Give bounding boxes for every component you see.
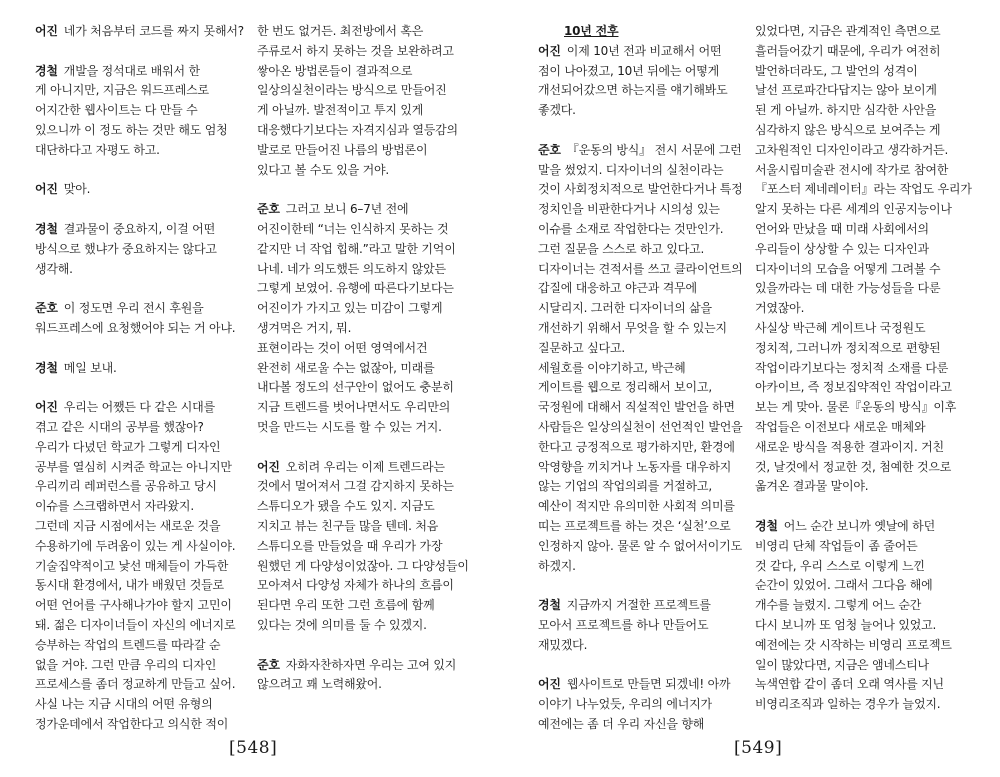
dialogue-paragraph (35, 359, 257, 379)
right-page-column-1-body (538, 42, 760, 735)
speech-text: 『운동의 방식』 전시 서문에 그런 말을 썼었지. 디자이너의 실천이라는 것이 사회정치적으로 발언한다거나 특정 정치인을 비판한다거나 시의성 있는 이슈를 소재로 작업한다는 것만인가. 그런 질문을 스스로 하고 있다고. 디자이너는 견적서를 쓰고 클라이언트의 갑질에 대응하고 야근과 격무에 시달리지. 그러한 디자이너의 삶을 개선하기 위해서 무엇을 할 수 있는지 질문하고 싶다고. (538, 142, 743, 355)
speaker-name: 경철 (755, 518, 778, 533)
speech-text: 그러고 보니 6–7년 전에 어진이한테 “너는 인식하지 못하는 것 같지만 너 작업 힙해.”라고 말한 기억이 나네. 네가 의도했든 의도하지 않았든 그렇게 보였어. 유행에 따른다기보다는 어진이가 가지고 있는 미감이 그렇게 생겨먹은 거지, 뭐. (257, 202, 456, 335)
dialogue-paragraph (35, 22, 257, 42)
speaker-name: 어진 (35, 400, 58, 415)
dialogue-paragraph (257, 339, 479, 438)
dialogue-paragraph (755, 319, 977, 497)
speaker-name: 준호 (257, 657, 280, 672)
page-number-right: [549] (734, 738, 783, 758)
speaker-name: 경철 (35, 63, 58, 78)
right-page-column-2 (755, 22, 977, 735)
dialogue-paragraph (35, 62, 257, 161)
dialogue-paragraph (538, 675, 760, 734)
speaker-name: 경철 (538, 598, 561, 613)
speech-text: 네가 처음부터 코드를 짜지 못해서? (63, 24, 244, 38)
speaker-name: 어진 (257, 459, 280, 474)
speech-text: 이 정도면 우리 전시 후원을 워드프레스에 요청했어야 되는 거 아냐. (35, 301, 236, 335)
speech-text: 표현이라는 것이 어떤 영역에서건 완전히 새로울 수는 없잖아, 미래를 내다볼 정도의 선구안이 없어도 충분히 지금 트렌드를 벗어나면서도 우리만의 멋을 만드는 시도를 할 수 있는 거지. (257, 340, 454, 434)
dialogue-paragraph (538, 359, 760, 577)
speech-text: 메일 보내. (63, 360, 117, 375)
dialogue-paragraph (257, 656, 479, 696)
dialogue-paragraph (257, 22, 479, 180)
speaker-name: 준호 (257, 202, 280, 217)
speaker-name: 경철 (35, 221, 58, 236)
speech-text: 지금까지 거절한 프로젝트를 모아서 프로젝트를 하나 만들어도 재밌겠다. (538, 598, 711, 652)
speaker-name: 준호 (35, 301, 58, 316)
speech-text: 세월호를 이야기하고, 박근혜 게이트를 웹으로 정리해서 보이고, 국정원에 대해서 직설적인 발언을 하면 사람들은 일상의실천이 선언적인 발언을 한다고 긍정적으로 평가하지만, 환경에 악영향을 끼치거나 노동자를 대우하지 않는 기업의 작업의뢰를 거절하고, 예산이 적지만 유의미한 사회적 의미를 띠는 프로젝트를 하는 것은 ‘실천’으로 인정하지 않아. 물론 알 수 없어서이기도 하겠지. (538, 360, 743, 573)
dialogue-paragraph (755, 517, 977, 715)
speech-text: 우리는 어쨌든 다 같은 시대를 겪고 같은 시대의 공부를 했잖아? 우리가 다녔던 학교가 그렇게 디자인 공부를 열심히 시켜준 학교는 아니지만 우리끼리 레퍼런스를 공유하고 당시 이슈를 스크랩하면서 자라왔지. 그런데 지금 시점에서는 새로운 것을 수용하기에 두려움이 있는 게 사실이야. 기술집약적이고 낯선 매체들이 가득한 동시대 환경에서, 내가 배웠던 것들로 어떤 언어를 구사해나가야 할지 고민이 돼. 젊은 디자이너들이 자신의 에너지로 승부하는 작업의 트렌드를 따라갈 순 없을 거야. 그런 만큼 우리의 디자인 프로세스를 좀더 정교하게 만들고 싶어. 사실 나는 지금 시대의 어떤 유형의 정가운데에서 작업한다고 의식한 적이 (35, 400, 236, 731)
right-page-column-1 (538, 22, 760, 754)
speech-text: 오히려 우리는 이제 트렌드라는 것에서 멀어져서 그걸 감지하지 못하는 스튜디오가 됐을 수도 있지. 지금도 지치고 뷰는 친구들 많을 텐데. 처음 스튜디오를 만들었을 때 우리가 가장 원했던 게 다양성이었잖아. 그 다양성들이 모아져서 다양성 자체가 하나의 흐름이 된다면 우리 또한 그런 흐름에 함께 있다는 것에 의미를 둘 수 있겠지. (257, 459, 469, 632)
speaker-name: 어진 (538, 677, 561, 692)
dialogue-paragraph (35, 398, 257, 735)
speaker-name: 준호 (538, 142, 561, 157)
left-page-column-2 (257, 22, 479, 715)
speech-text: 한 번도 없거든. 최전방에서 혹은 주류로서 하지 못하는 것을 보완하려고 쌓아온 방법론들이 결과적으로 일상의실천이라는 방식으로 만들어진 게 아닐까. 발전적이고 투지 있게 대응했다기보다는 자격지심과 열등감의 발로로 만들어진 나름의 방법론이 있다고 볼 수도 있을 거야. (257, 24, 458, 177)
speech-text: 있었다면, 지금은 관계적인 측면으로 흘러들어갔기 때문에, 우리가 여전히 발언하더라도, 그 발언의 성격이 날선 프로파간다답지는 않아 보이게 된 게 아닐까. 하지만 심각한 사안을 심각하지 않은 방식으로 보여주는 게 고차원적인 디자인이라고 생각하거든. 서울시립미술관 전시에 작가로 참여한 『포스터 제네레이터』라는 작업도 우리가 알지 못하는 다른 세계의 인공지능이나 언어와 만났을 때 미래 사회에서의 우리들이 상상할 수 있는 디자인과 디자이너의 모습을 어떻게 그려볼 수 있을까라는 데 대한 가능성들을 다룬 거였잖아. (755, 24, 972, 316)
dialogue-paragraph (538, 596, 760, 655)
dialogue-paragraph (257, 458, 479, 636)
section-heading: 10년 전후 (564, 24, 619, 38)
speech-text: 이제 10년 전과 비교해서 어떤 점이 나아졌고, 10년 뒤에는 어떻게 개선되어갔으면 하는지를 얘기해봐도 좋겠다. (538, 43, 728, 118)
dialogue-paragraph (35, 299, 257, 339)
speaker-name: 경철 (35, 360, 58, 375)
speaker-name: 어진 (35, 182, 58, 197)
speech-text: 맞아. (63, 182, 91, 197)
speech-text: 어느 순간 보니까 옛날에 하던 비영리 단체 작업들이 좀 줄어든 것 같다, 우리 스스로 이렇게 느낀 순간이 있었어. 그래서 그다음 해에 개수를 늘렸지. 그렇게 어느 순간 다시 보니까 또 엄청 늘어나 있었고. 예전에는 갓 시작하는 비영리 프로젝트 일이 많았다면, 지금은 앰네스티나 녹색연합 같이 좀더 오래 역사를 지닌 비영리조직과 일하는 경우가 늘었지. (755, 518, 952, 712)
speech-text: 결과물이 중요하지, 이걸 어떤 방식으로 했냐가 중요하지는 않다고 생각해. (35, 221, 217, 276)
speaker-name: 어진 (35, 24, 58, 38)
speech-text: 웹사이트로 만들면 되겠네! 아까 이야기 나누었듯, 우리의 에너지가 예전에는 좀 더 우리 자신을 향해 (538, 677, 731, 731)
dialogue-paragraph (257, 200, 479, 339)
dialogue-paragraph (538, 141, 760, 359)
speech-text: 자화자찬하자면 우리는 고여 있지 않으려고 꽤 노력해왔어. (257, 657, 457, 692)
dialogue-paragraph (538, 42, 760, 121)
dialogue-paragraph (35, 180, 257, 200)
dialogue-paragraph (35, 220, 257, 279)
left-page-column-1 (35, 22, 257, 754)
speaker-name: 어진 (538, 43, 561, 58)
dialogue-paragraph (755, 22, 977, 319)
speech-text: 사실상 박근혜 게이트나 국정원도 정치적, 그러니까 정치적으로 편향된 작업이라기보다는 정치적 소재를 다룬 아카이브, 즉 정보집약적인 작업이라고 보는 게 맞아. 물론『운동의 방식』이후 작업들은 이전보다 새로운 매체와 새로운 방식을 적용한 결과이지. 거친 것, 날것에서 정교한 것, 첨예한 것으로 옮겨온 결과물 말이야. (755, 320, 957, 494)
speech-text: 개발을 정석대로 배워서 한 게 아니지만, 지금은 워드프레스로 어지간한 웹사이트는 다 만들 수 있으니까 이 정도 하는 것만 해도 엄청 대단하다고 자평도 하고. (35, 63, 228, 157)
page-number-left: [548] (229, 738, 278, 758)
